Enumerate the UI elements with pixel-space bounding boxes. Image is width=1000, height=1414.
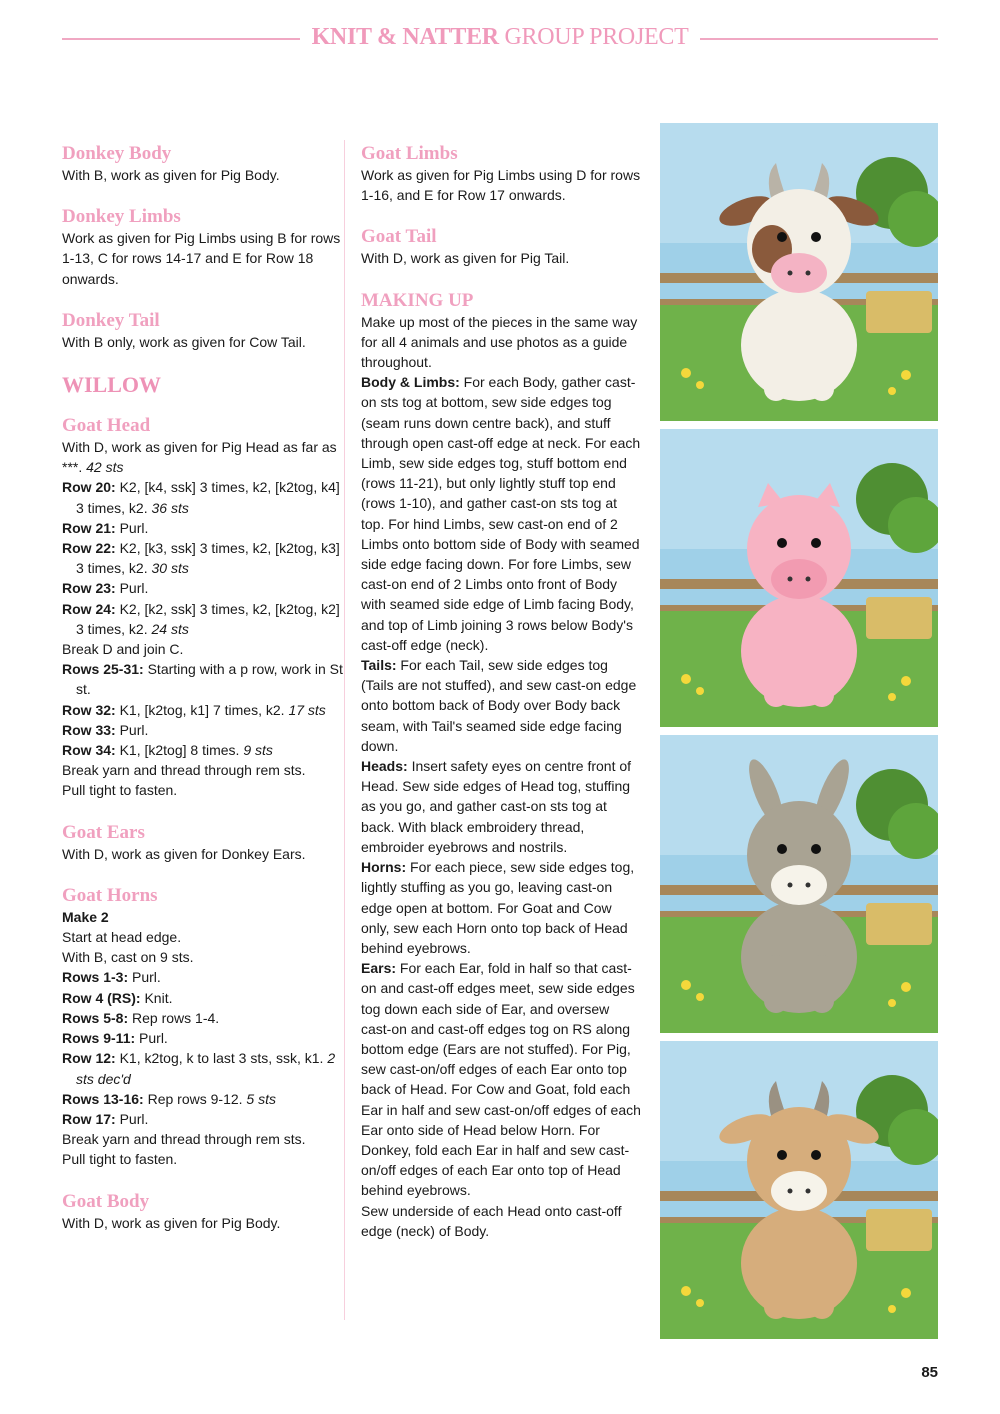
section-donkey-limbs — [62, 205, 344, 289]
row-text: Pull tight to fasten. — [62, 1151, 178, 1168]
instruction-row — [62, 740, 344, 760]
instruction-row — [62, 1028, 344, 1048]
heading-goat-body: Goat Body — [62, 1190, 150, 1212]
heading-goat-tail: Goat Tail — [361, 226, 437, 248]
page-header-title — [300, 24, 700, 51]
row-text: Break yarn and thread through rem sts. — [62, 1131, 306, 1148]
making-up-paragraph — [361, 857, 643, 958]
row-text: Purl. — [119, 519, 149, 536]
row-stitch-count: 30 sts — [151, 560, 189, 577]
goat-horns-make: Make 2 — [62, 908, 109, 925]
row-text: Start at head edge. — [62, 929, 182, 946]
instruction-row — [62, 599, 344, 639]
instruction-row — [62, 927, 344, 947]
making-up-paragraph — [361, 372, 643, 655]
section-goat-body — [62, 1190, 344, 1233]
instruction-row — [62, 1089, 344, 1109]
row-stitch-count: 17 sts — [288, 701, 326, 718]
section-goat-horns — [62, 884, 344, 1170]
instruction-row — [62, 967, 344, 987]
goat-head-rows — [62, 477, 344, 800]
row-label: Row 21: — [62, 519, 116, 536]
row-label: Row 24: — [62, 600, 116, 617]
instruction-row — [62, 538, 344, 578]
making-up-paragraph — [361, 756, 643, 857]
row-stitch-count: 9 sts — [243, 742, 273, 759]
row-stitch-count: 2 sts dec'd — [76, 1050, 336, 1087]
row-text: Purl. — [119, 580, 149, 597]
column-left — [62, 142, 344, 1253]
header-title-bold: KNIT & NATTER — [311, 24, 499, 50]
row-label: Row 34: — [62, 742, 116, 759]
instruction-row — [62, 947, 344, 967]
row-text: Pull tight to fasten. — [62, 782, 178, 799]
row-label: Rows 1-3: — [62, 969, 129, 986]
text-goat-tail: With D, work as given for Pig Tail. — [361, 250, 570, 267]
column-divider — [344, 140, 345, 1320]
row-text: K2, [k3, ssk] 3 times, k2, [k2tog, k3] 3 times, k2. — [76, 540, 340, 577]
row-label: Rows 25-31: — [62, 661, 144, 678]
heading-goat-limbs: Goat Limbs — [361, 143, 458, 164]
instruction-row — [62, 639, 344, 659]
instruction-row — [62, 1149, 344, 1169]
text-goat-limbs: Work as given for Pig Limbs using D for rows 1-16, and E for Row 17 onwards. — [361, 167, 641, 204]
paragraph-label: Horns: — [361, 859, 407, 876]
text-goat-body: With D, work as given for Pig Body. — [62, 1214, 281, 1231]
row-text: Rep rows 1-4. — [132, 1009, 220, 1026]
instruction-row — [62, 1048, 344, 1088]
row-label: Row 12: — [62, 1050, 116, 1067]
paragraph-text: Sew underside of each Head onto cast-off edge (neck) of Body. — [361, 1202, 622, 1239]
making-up-intro: Make up most of the pieces in the same way for all 4 animals and use photos as a guide throughout. — [361, 313, 638, 371]
making-up-paragraph — [361, 655, 643, 756]
section-donkey-tail — [62, 309, 344, 352]
instruction-row — [62, 700, 344, 720]
making-up-paras — [361, 372, 643, 1241]
heading-donkey-tail: Donkey Tail — [62, 309, 160, 331]
row-text: K2, [k2, ssk] 3 times, k2, [k2tog, k2] 3 times, k2. — [76, 600, 340, 637]
goat-head-intro-sts: 42 sts — [86, 459, 124, 476]
photo-column — [660, 123, 938, 1347]
donkey-toy-photo — [660, 735, 938, 1033]
paragraph-label: Body & Limbs: — [361, 374, 460, 391]
row-text: K1, [k2tog, k1] 7 times, k2. — [119, 701, 285, 718]
instruction-row — [62, 518, 344, 538]
instruction-row — [62, 760, 344, 780]
row-label: Row 17: — [62, 1110, 116, 1127]
row-label: Rows 13-16: — [62, 1090, 144, 1107]
row-stitch-count: 24 sts — [151, 620, 189, 637]
goat-head-intro — [62, 437, 344, 477]
row-label: Row 22: — [62, 540, 116, 557]
heading-donkey-body: Donkey Body — [62, 143, 172, 164]
instruction-row — [62, 780, 344, 800]
instruction-row — [62, 578, 344, 598]
section-goat-limbs — [361, 142, 643, 205]
row-text: Rep rows 9-12. — [147, 1090, 243, 1107]
header-rule-right — [700, 38, 938, 40]
heading-goat-head: Goat Head — [62, 415, 151, 437]
row-text: Purl. — [139, 1030, 168, 1047]
paragraph-text: Insert safety eyes on centre front of Head. Sew side edges of Head tog, stuffing as you go, and gather cast-on sts tog at back. With black embroidery thread, embroider eyebrows and nostrils. — [361, 758, 632, 855]
header-rule-left — [62, 38, 300, 40]
pig-toy-photo — [660, 429, 938, 727]
text-donkey-tail: With B only, work as given for Cow Tail. — [62, 333, 306, 350]
instruction-row — [62, 1109, 344, 1129]
row-label: Rows 9-11: — [62, 1030, 136, 1047]
section-goat-tail — [361, 225, 643, 268]
heading-goat-horns: Goat Horns — [62, 884, 158, 906]
heading-goat-ears: Goat Ears — [62, 821, 145, 843]
paragraph-label: Tails: — [361, 657, 397, 674]
row-label: Row 23: — [62, 580, 116, 597]
column-middle — [361, 142, 643, 1261]
row-text: Purl. — [119, 1110, 149, 1127]
row-text: K1, [k2tog] 8 times. — [119, 742, 240, 759]
row-stitch-count: 36 sts — [151, 499, 189, 516]
row-label: Rows 5-8: — [62, 1009, 129, 1026]
row-text: Starting with a p row, work in St st. — [76, 661, 343, 698]
row-label: Row 33: — [62, 721, 116, 738]
row-text: Knit. — [144, 989, 173, 1006]
text-donkey-limbs: Work as given for Pig Limbs using B for rows 1-13, C for rows 14-17 and E for Row 18 onwards. — [62, 230, 341, 287]
paragraph-label: Heads: — [361, 758, 408, 775]
paragraph-text: For each piece, sew side edges tog, lightly stuffing as you go, leaving cast-on edge open at bottom. For Goat and Cow only, sew each Horn onto top back of Head behind eyebrows. — [361, 859, 635, 956]
goat-toy-photo — [660, 1041, 938, 1339]
section-goat-head — [62, 414, 344, 801]
cow-toy-photo — [660, 123, 938, 421]
header-title-rest: GROUP PROJECT — [504, 24, 689, 50]
row-text: Break yarn and thread through rem sts. — [62, 762, 306, 779]
row-label: Row 20: — [62, 479, 116, 496]
instruction-row — [62, 477, 344, 517]
instruction-row — [62, 1008, 344, 1028]
instruction-row — [62, 1129, 344, 1149]
section-donkey-body — [62, 142, 344, 185]
row-text: Purl. — [119, 721, 149, 738]
making-up-paragraph — [361, 958, 643, 1200]
row-label: Row 4 (RS): — [62, 989, 141, 1006]
instruction-row — [62, 988, 344, 1008]
paragraph-text: For each Ear, fold in half so that cast-on and cast-off edges meet, sew side edges tog down each side of Ear, and oversew cast-on and cast-off edges tog on RS along bottom edge (Ears are not stuffed). For Pig, sew cast-on/off edges of each Ear onto top back of Head. For Cow and Goat, fold each Ear in half and sew cast-on/off edges of each Ear onto side of Head below Horn. For Donkey, fold each Ear in half and sew cast-on/off edges of each Ear onto top of Head behind eyebrows. — [361, 960, 641, 1199]
goat-head-intro-text: With D, work as given for Pig Head as far as ***. — [62, 439, 337, 476]
row-label: Row 32: — [62, 701, 116, 718]
heading-donkey-limbs: Donkey Limbs — [62, 206, 181, 228]
page-number: 85 — [921, 1364, 938, 1381]
text-donkey-body: With B, work as given for Pig Body. — [62, 167, 280, 183]
heading-making-up: MAKING UP — [361, 289, 474, 311]
goat-horns-rows — [62, 927, 344, 1169]
paragraph-label: Ears: — [361, 960, 397, 977]
heading-willow: WILLOW — [62, 372, 162, 398]
row-text: K2, [k4, ssk] 3 times, k2, [k2tog, k4] 3 times, k2. — [76, 479, 340, 516]
instruction-row — [62, 659, 344, 699]
making-up-paragraph — [361, 1201, 643, 1241]
section-goat-ears — [62, 821, 344, 864]
paragraph-text: For each Tail, sew side edges tog (Tails are not stuffed), and sew cast-on edge onto bottom back of Body over Body back seam, with Tail's seamed side edge facing down. — [361, 657, 637, 754]
row-text: K1, k2tog, k to last 3 sts, ssk, k1. — [119, 1050, 324, 1067]
row-text: With B, cast on 9 sts. — [62, 949, 194, 966]
paragraph-text: For each Body, gather cast-on sts tog at bottom, sew side edges tog (seam runs down centre back), and stuff through open cast-off edge at neck. For each Limb, sew side edges tog, stuff bottom end (rows 11-21), but only lightly stuff top end (rows 1-10), and gather cast-on sts tog at top. For hind Limbs, sew cast-on end of 2 Limbs onto bottom side of Body with seamed side edge facing down. For fore Limbs, sew cast-on end of 2 Limbs onto front of Body with seamed side edge of Limb facing Body, and top of Limb joining 3 rows below Body's cast-off edge (neck). — [361, 374, 641, 653]
row-stitch-count: 5 sts — [246, 1090, 276, 1107]
instruction-row — [62, 720, 344, 740]
row-text: Break D and join C. — [62, 641, 184, 658]
row-text: Purl. — [132, 969, 161, 986]
text-goat-ears: With D, work as given for Donkey Ears. — [62, 845, 306, 862]
section-making-up — [361, 289, 643, 1241]
